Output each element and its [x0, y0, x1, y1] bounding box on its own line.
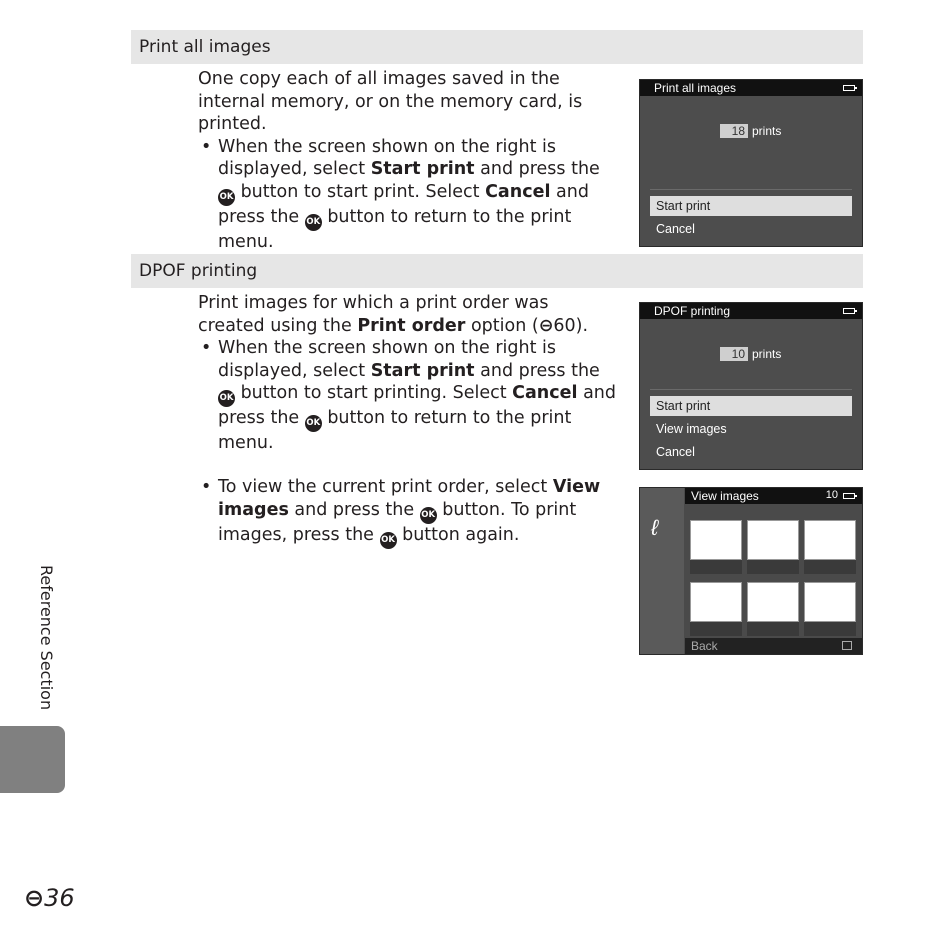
ok-button-icon: OK: [305, 415, 322, 432]
print-unit: prints: [752, 347, 782, 361]
ok-button-icon: OK: [420, 507, 437, 524]
print-count: 18: [720, 124, 748, 138]
thumbnail[interactable]: [690, 582, 742, 622]
section-header-dpof: [131, 254, 863, 288]
battery-icon: [843, 493, 855, 499]
reference-icon: ⊖: [24, 884, 45, 912]
intro-text: One copy each of all images saved in the internal memory, or on the memory card, is printed.: [198, 69, 583, 134]
section-body-dpof: [198, 292, 618, 455]
print-unit: prints: [752, 124, 782, 138]
screen-title: View images: [691, 489, 759, 503]
side-tab: [0, 726, 65, 793]
battery-icon: [843, 308, 855, 314]
ok-button-icon: OK: [218, 189, 235, 206]
pictbridge-icon: ℓ: [651, 515, 659, 540]
cancel-option[interactable]: Cancel: [656, 445, 695, 459]
cancel-option[interactable]: Cancel: [656, 222, 695, 236]
back-label[interactable]: Back: [691, 639, 718, 653]
ok-button-icon: OK: [380, 532, 397, 549]
section-body-view: [198, 476, 618, 549]
view-images-screen: [639, 487, 863, 655]
side-label: Reference Section: [37, 565, 56, 711]
reference-icon: ⊖: [538, 315, 554, 336]
thumbnail[interactable]: [804, 582, 856, 622]
thumbnail[interactable]: [690, 520, 742, 560]
battery-icon: [843, 85, 855, 91]
dpof-screen: [639, 302, 863, 470]
thumbnail[interactable]: [804, 520, 856, 560]
image-count: 10: [825, 489, 838, 501]
screen-sidebar: [640, 488, 684, 654]
screen-title: DPOF printing: [654, 304, 731, 318]
zoom-icon: [842, 641, 852, 650]
bullet-item: • To view the current print order, select View images and press the OK button. To print images, press the OK button again.: [198, 476, 618, 549]
ok-button-icon: OK: [305, 214, 322, 231]
screen-title: Print all images: [654, 81, 737, 95]
section-body-print-all: [198, 68, 618, 253]
print-all-screen: [639, 79, 863, 247]
page-number: ⊖36: [24, 884, 75, 912]
print-count: 10: [720, 347, 748, 361]
start-print-option[interactable]: Start print: [650, 396, 852, 416]
section-header-print-all: [131, 30, 863, 64]
section-title: Print all images: [139, 37, 271, 57]
intro-text: Print images for which a print order was created using the Print order option (⊖60).: [198, 293, 589, 336]
view-images-option[interactable]: View images: [656, 422, 727, 436]
thumbnail[interactable]: [747, 520, 799, 560]
bullet-item: • When the screen shown on the right is displayed, select Start print and press the OK button to start printing. Select Cancel and press the OK button to return to the print menu.: [201, 338, 617, 453]
start-print-option[interactable]: Start print: [650, 196, 852, 216]
thumbnail[interactable]: [747, 582, 799, 622]
bullet-item: • When the screen shown on the right is displayed, select Start print and press the OK button to start print. Select Cancel and press the OK button to return to the print menu.: [201, 136, 600, 252]
section-title: DPOF printing: [139, 261, 258, 281]
ok-button-icon: OK: [218, 390, 235, 407]
